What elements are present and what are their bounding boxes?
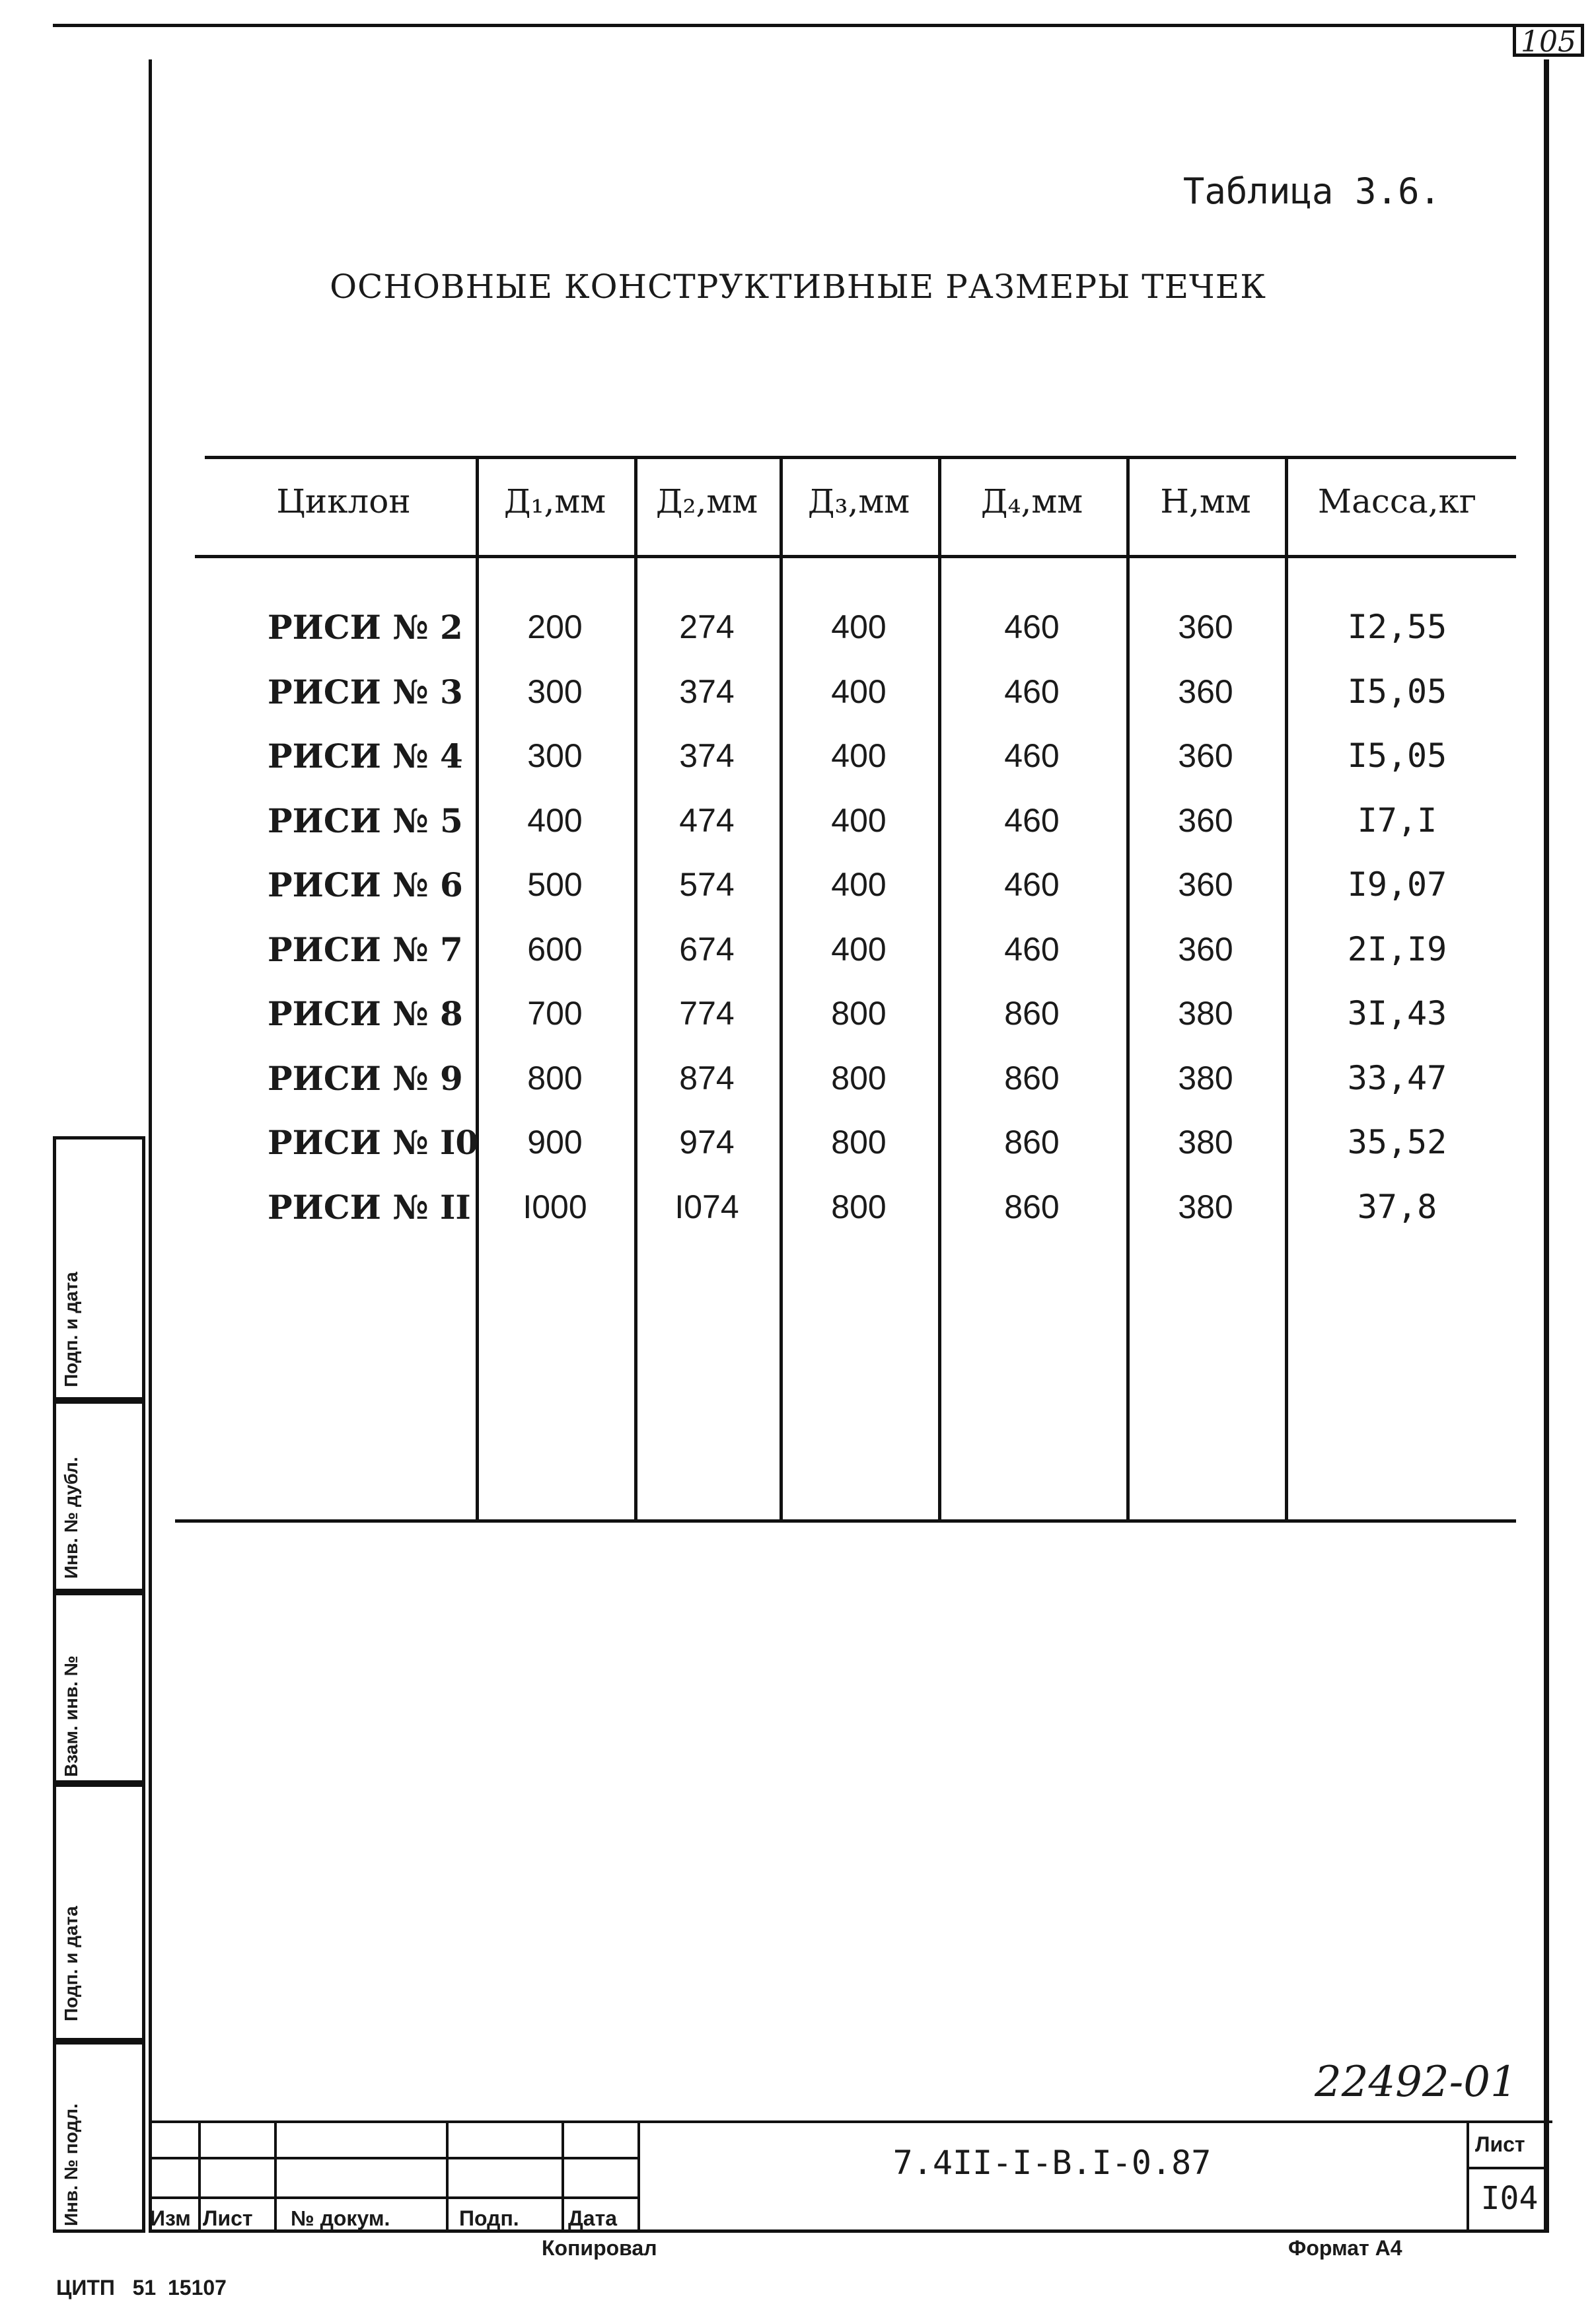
table-cell: 360	[1178, 801, 1233, 839]
table-cell: 460	[1004, 801, 1060, 839]
table-cell: 374	[679, 672, 735, 710]
table-cell: 400	[527, 801, 583, 839]
table-cell: 360	[1178, 737, 1233, 774]
stamp-col	[198, 2120, 201, 2233]
table-cell: 400	[831, 737, 887, 774]
cyclone-name-cell: РИСИ № 4	[268, 737, 463, 776]
table-cell: 860	[1004, 995, 1060, 1032]
footer-copied: Копировал	[542, 2236, 657, 2260]
table-header-cell: Масса,кг	[1317, 482, 1477, 521]
table-cell: 500	[527, 866, 583, 903]
cyclone-name-cell: РИСИ № 3	[268, 672, 463, 711]
table-cell: 400	[831, 866, 887, 903]
handwritten-signature: 22492-01	[1315, 2058, 1517, 2107]
table-cell: 200	[527, 608, 583, 645]
table-header-cell: Д₄,мм	[980, 482, 1083, 521]
stamp-col	[1467, 2120, 1469, 2233]
table-cell: 360	[1178, 866, 1233, 903]
table-cell: 37,8	[1357, 1187, 1437, 1226]
table-header-cell: Циклон	[276, 482, 411, 521]
table-cell: I5,05	[1347, 672, 1447, 711]
table-cell: I9,07	[1347, 865, 1447, 904]
footer-format: Формат А4	[1288, 2236, 1402, 2260]
table-cell: I5,05	[1347, 737, 1447, 775]
table-cell: 300	[527, 672, 583, 710]
stamp-sheet-label: Лист	[1475, 2132, 1525, 2156]
table-cell: 800	[831, 995, 887, 1032]
table-cell: 2I,I9	[1347, 929, 1447, 968]
table-bottom-rule	[175, 1519, 1516, 1523]
top-sheet-number: 105	[1513, 24, 1584, 57]
side-label-1: Подп. и дата	[61, 1272, 81, 1387]
table-cell: 400	[831, 930, 887, 968]
table-cell: 674	[679, 930, 735, 968]
table-cell: 360	[1178, 608, 1233, 645]
cyclone-name-cell: РИСИ № I0	[268, 1123, 479, 1162]
table-cell: I074	[674, 1188, 739, 1225]
table-cell: 860	[1004, 1188, 1060, 1225]
table-cell: 800	[831, 1124, 887, 1161]
table-cell: 380	[1178, 1188, 1233, 1225]
table-cell: 274	[679, 608, 735, 645]
table-cell: 374	[679, 737, 735, 774]
table-cell: 800	[527, 1059, 583, 1097]
side-label-2: Инв. № дубл.	[61, 1457, 81, 1579]
stamp-rule	[149, 2196, 637, 2199]
table-cell: 860	[1004, 1059, 1060, 1097]
stamp-list: Лист	[203, 2206, 253, 2230]
table-cell: 774	[679, 995, 735, 1032]
table-cell: 800	[831, 1188, 887, 1225]
table-header-rule	[195, 555, 1516, 558]
main-title: ОСНОВНЫЕ КОНСТРУКТИВНЫЕ РАЗМЕРЫ ТЕЧЕК	[330, 268, 1266, 306]
stamp-podp: Подп.	[459, 2206, 519, 2230]
cyclone-name-cell: РИСИ № 2	[268, 608, 463, 647]
table-cell: 380	[1178, 1124, 1233, 1161]
table-cell: 460	[1004, 930, 1060, 968]
table-cell: 974	[679, 1124, 735, 1161]
table-cell: 574	[679, 866, 735, 903]
top-border-line	[53, 24, 1526, 27]
table-cell: 474	[679, 801, 735, 839]
footer-org: ЦИТП 51 15107	[56, 2276, 227, 2300]
table-cell: 874	[679, 1059, 735, 1097]
stamp-sheet-value: I04	[1480, 2180, 1539, 2217]
table-label: Таблица 3.6.	[1182, 170, 1441, 212]
stamp-rule	[149, 2157, 637, 2159]
cyclone-name-cell: РИСИ № 9	[268, 1058, 463, 1098]
side-label-4: Подп. и дата	[61, 1906, 81, 2021]
table-cell: 460	[1004, 866, 1060, 903]
cyclone-name-cell: РИСИ № 6	[268, 865, 463, 904]
stamp-col	[446, 2120, 449, 2233]
stamp-rule	[1467, 2167, 1549, 2169]
table-cell: 400	[831, 672, 887, 710]
stamp-col	[274, 2120, 277, 2233]
table-cell: 400	[831, 801, 887, 839]
table-header-cell: Н,мм	[1160, 482, 1251, 521]
cyclone-name-cell: РИСИ № II	[268, 1187, 471, 1227]
table-header-cell: Д₁,мм	[503, 482, 606, 521]
table-cell: I2,55	[1347, 608, 1447, 646]
table-cell: 35,52	[1347, 1123, 1447, 1161]
table-cell: 3I,43	[1347, 994, 1447, 1032]
cyclone-name-cell: РИСИ № 7	[268, 929, 463, 969]
table-cell: 460	[1004, 608, 1060, 645]
table-header-cell: Д₂,мм	[655, 482, 758, 521]
title-block	[149, 2120, 1552, 2233]
cyclone-name-cell: РИСИ № 8	[268, 994, 463, 1033]
table-cell: 800	[831, 1059, 887, 1097]
table-cell: 460	[1004, 672, 1060, 710]
table-cell: I000	[523, 1188, 587, 1225]
table-cell: 860	[1004, 1124, 1060, 1161]
table-cell: 900	[527, 1124, 583, 1161]
table-cell: 360	[1178, 672, 1233, 710]
table-cell: 300	[527, 737, 583, 774]
side-label-3: Взам. инв. №	[61, 1655, 81, 1777]
table-cell: 460	[1004, 737, 1060, 774]
table-header-cell: Д₃,мм	[807, 482, 910, 521]
table-cell: 600	[527, 930, 583, 968]
table-cell: 700	[527, 995, 583, 1032]
table-cell: 380	[1178, 995, 1233, 1032]
table-top-rule	[205, 456, 1516, 459]
cyclone-name-cell: РИСИ № 5	[268, 801, 463, 840]
side-label-5: Инв. № подл.	[61, 2103, 81, 2226]
table-cell: 33,47	[1347, 1058, 1447, 1097]
table-cell: 380	[1178, 1059, 1233, 1097]
table-cell: 400	[831, 608, 887, 645]
stamp-top-rule	[149, 2120, 1552, 2123]
table-cell: 360	[1178, 930, 1233, 968]
stamp-date: Дата	[568, 2206, 618, 2230]
table-cell: I7,I	[1357, 801, 1437, 840]
stamp-izm: Изм	[150, 2206, 191, 2230]
stamp-doc: № докум.	[291, 2206, 390, 2230]
doc-designation: 7.4II-I-В.I-0.87	[892, 2144, 1212, 2182]
stamp-col	[562, 2120, 564, 2233]
